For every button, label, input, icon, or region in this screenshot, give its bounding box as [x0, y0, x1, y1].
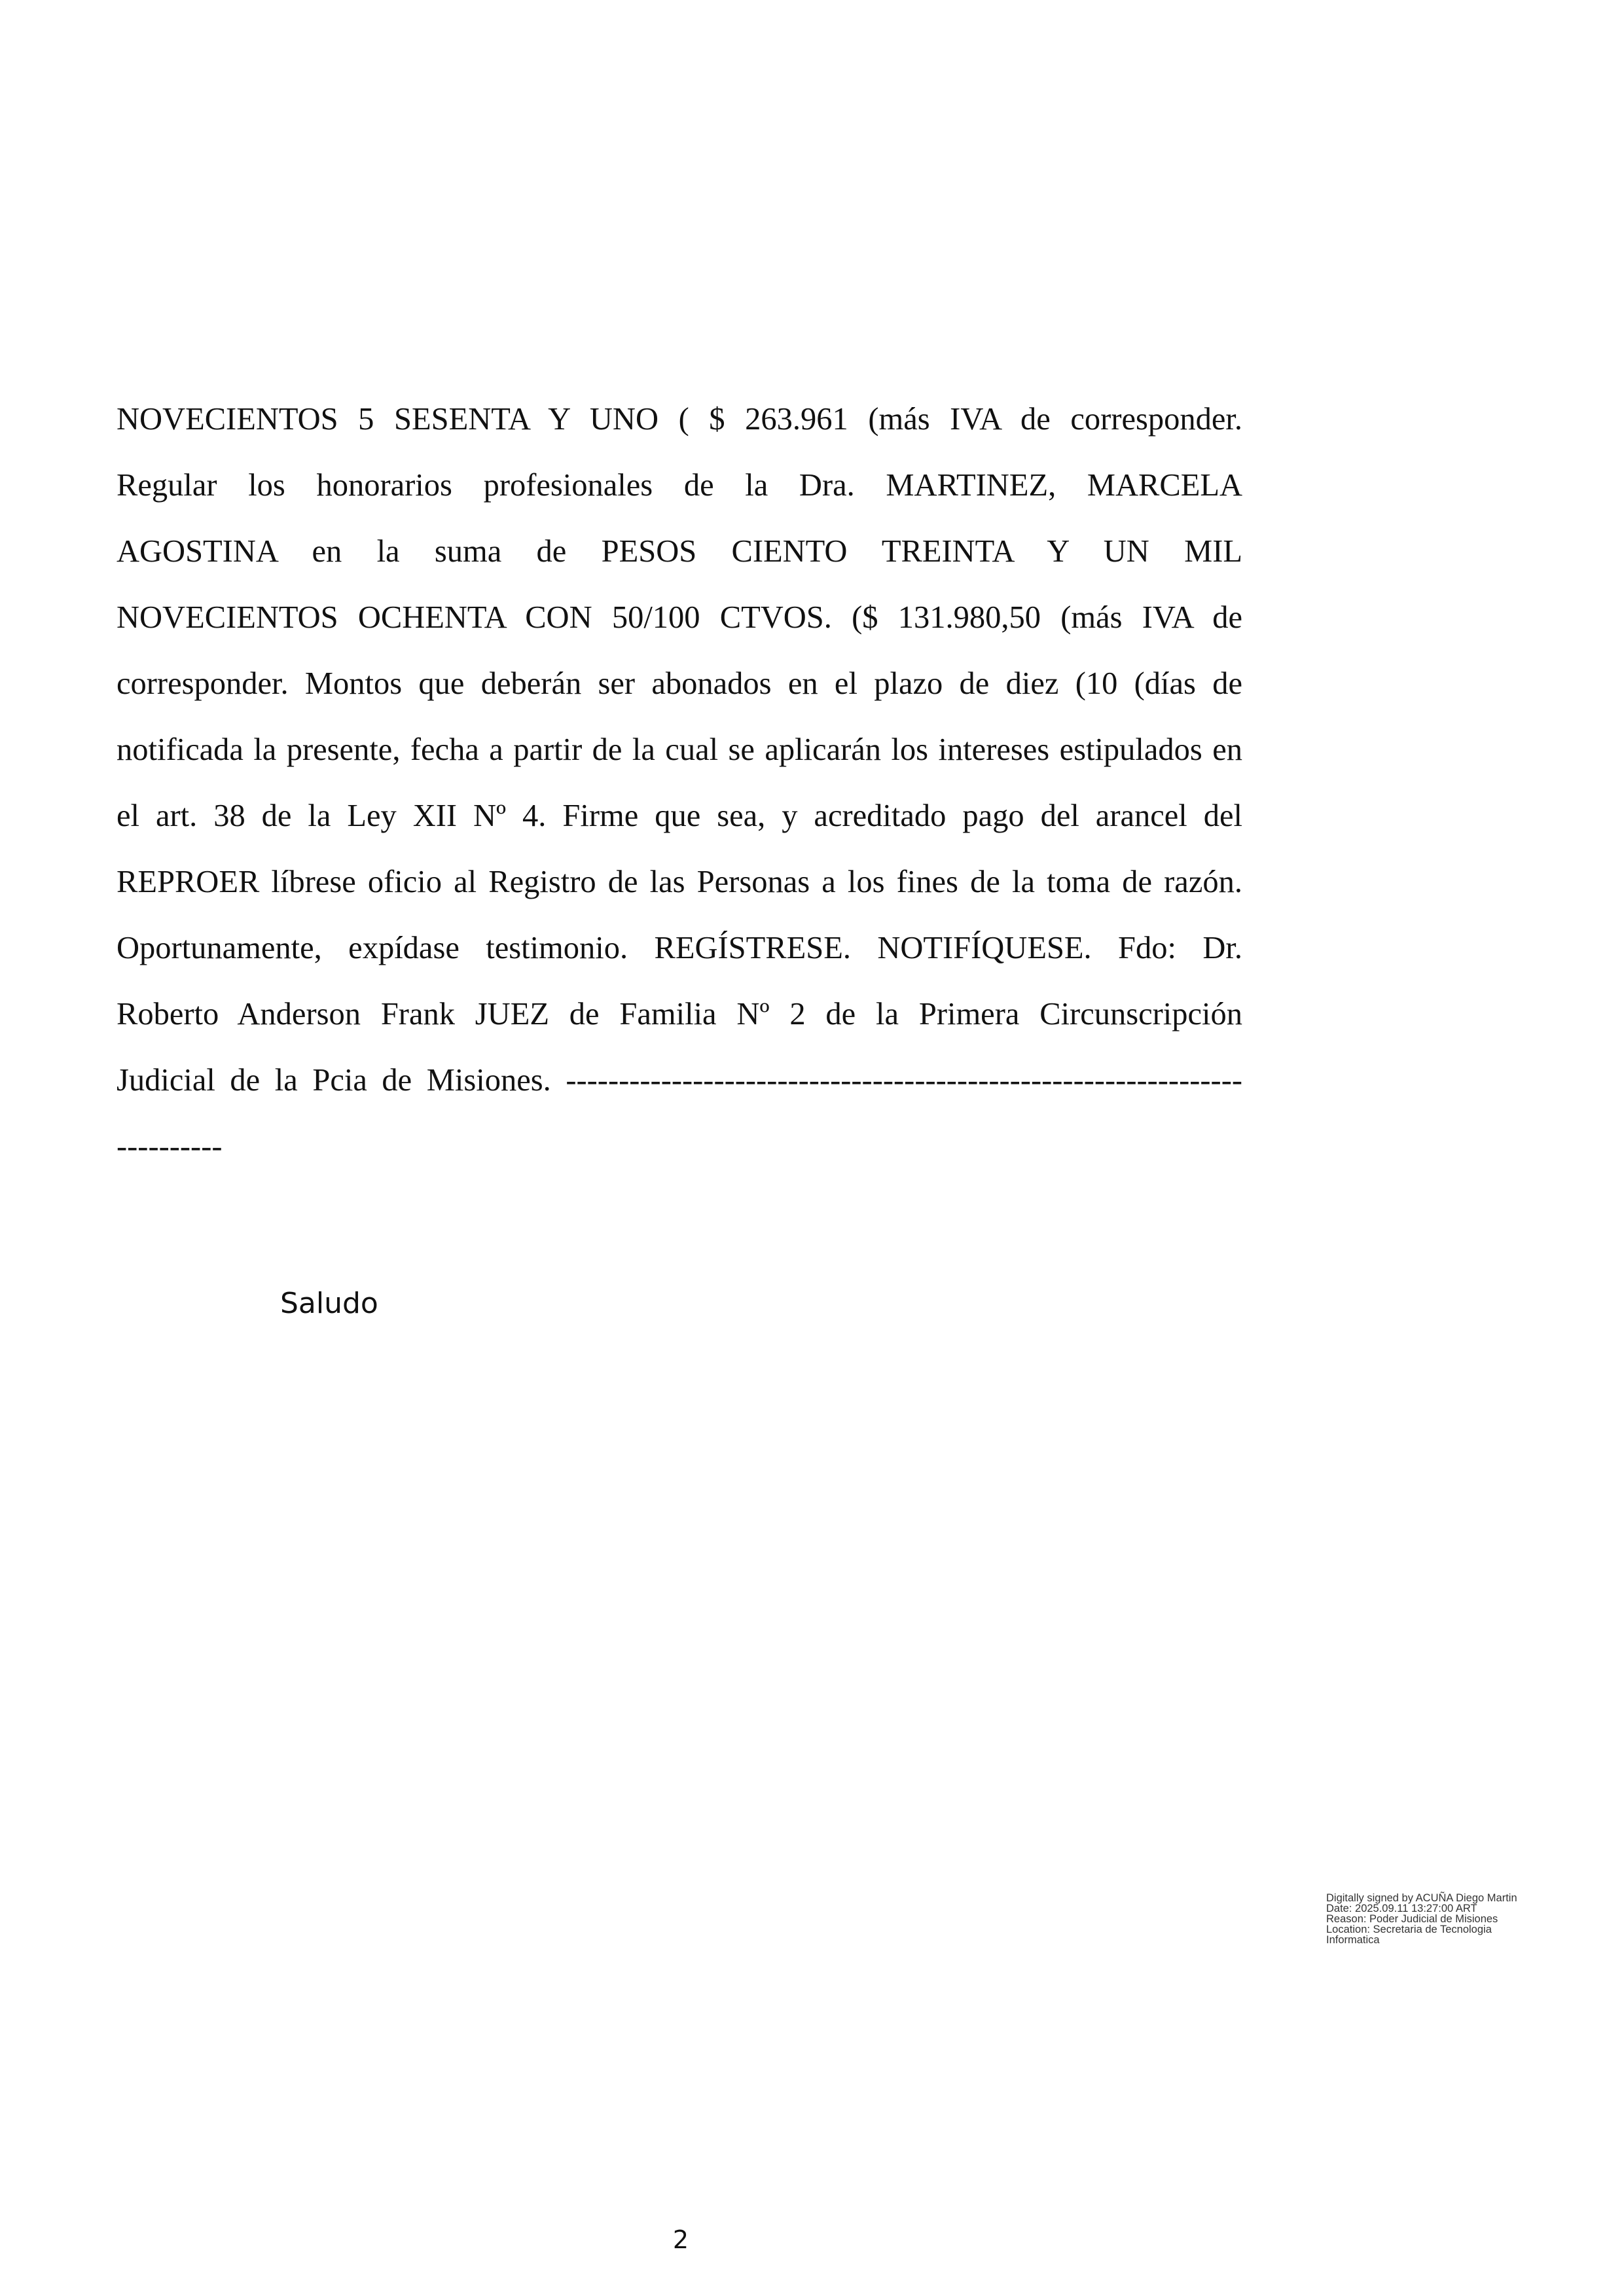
signature-signed-by: Digitally signed by ACUÑA Diego Martin — [1326, 1892, 1517, 1904]
text-line: Oportunamente, expídase testimonio. REGÍSTRESE. NOTIFÍQUESE. Fdo: Dr. — [117, 931, 1242, 965]
text-line: corresponder. Montos que deberán ser abonados en el plazo de diez (10 (días de — [117, 666, 1242, 701]
text-line: REPROER líbrese oficio al Registro de las Personas a los fines de la toma de razón. — [117, 865, 1242, 899]
text-line: Regular los honorarios profesionales de la Dra. MARTINEZ, MARCELA — [117, 468, 1242, 503]
text-line: Roberto Anderson Frank JUEZ de Familia Nº 2 de la Primera Circunscripción — [117, 997, 1242, 1031]
text-line: NOVECIENTOS 5 SESENTA Y UNO ( $ 263.961 (más IVA de corresponder. — [117, 402, 1242, 437]
text-line: el art. 38 de la Ley XII Nº 4. Firme que sea, y acreditado pago del arancel del — [117, 798, 1242, 833]
text-line: Judicial de la Pcia de Misiones. ---------------------------------------------------------------- — [117, 1063, 1242, 1098]
text-line: AGOSTINA en la suma de PESOS CIENTO TREINTA Y UN MIL — [117, 534, 1242, 569]
digital-signature-block — [1326, 1893, 1542, 1945]
resolution-body-text — [117, 390, 1242, 1183]
text-line: notificada la presente, fecha a partir de la cual se aplicarán los intereses estipulados en — [117, 732, 1242, 767]
signature-location-cont: Informatica — [1326, 1934, 1380, 1946]
signature-reason: Reason: Poder Judicial de Misiones — [1326, 1913, 1498, 1925]
text-line: ---------- — [117, 1129, 223, 1164]
page-number: 2 — [672, 2225, 689, 2254]
signature-location: Location: Secretaria de Tecnologia — [1326, 1924, 1492, 1935]
greeting-text: Saludo — [280, 1287, 378, 1320]
text-line: NOVECIENTOS OCHENTA CON 50/100 CTVOS. ($ 131.980,50 (más IVA de — [117, 600, 1242, 635]
signature-date: Date: 2025.09.11 13:27:00 ART — [1326, 1903, 1477, 1914]
